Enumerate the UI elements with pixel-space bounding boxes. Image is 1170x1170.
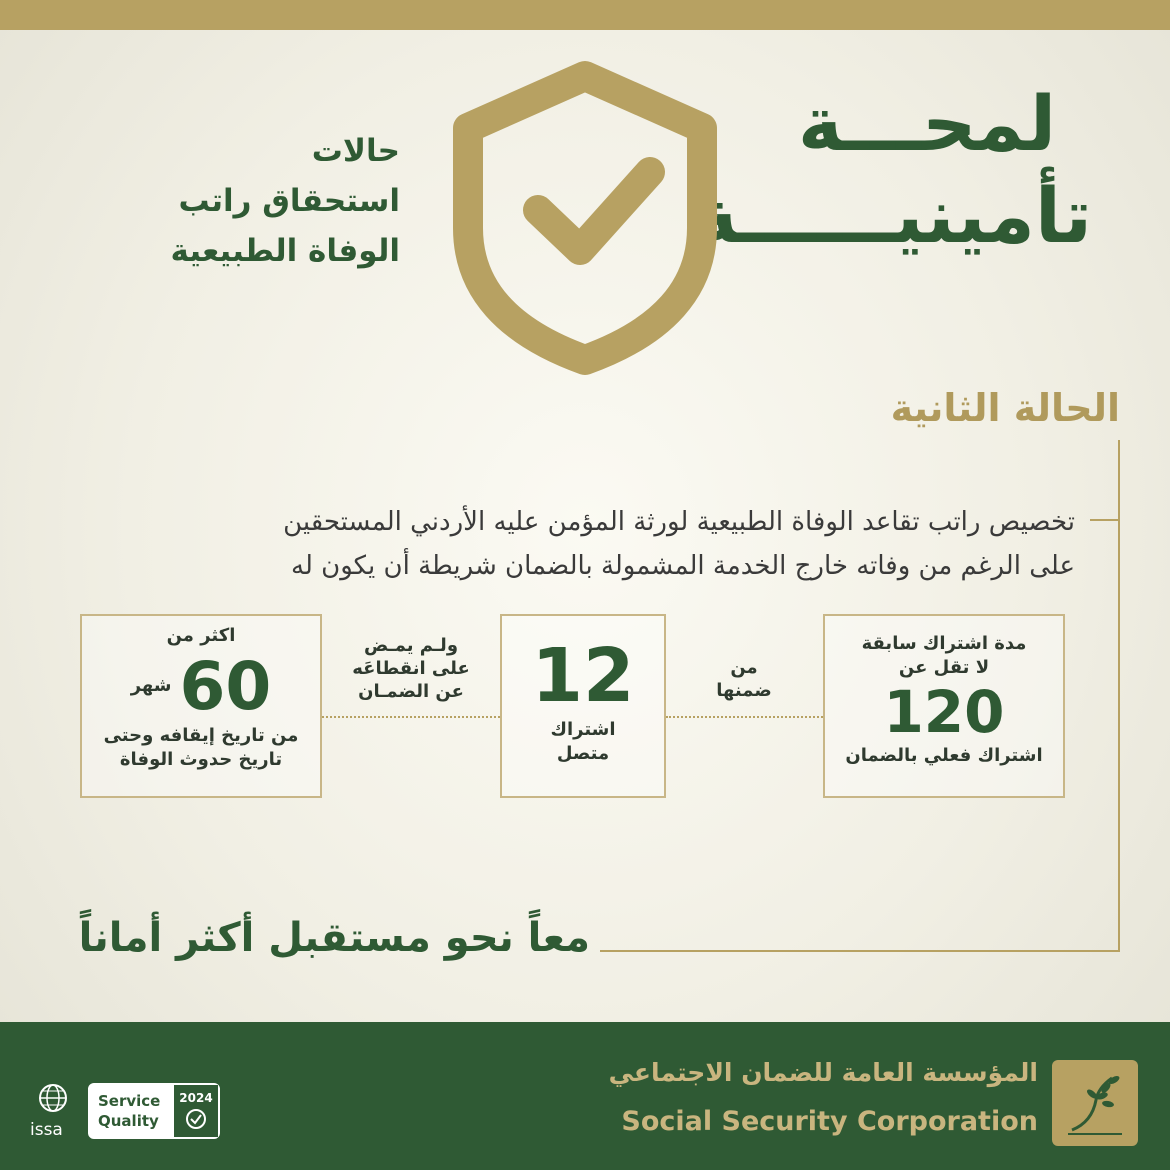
description-line2: على الرغم من وفاته خارج الخدمة المشمولة بالضمان شريطة أن يكون له <box>291 551 1075 581</box>
issa-label: issa <box>30 1120 63 1140</box>
top-gold-bar <box>0 0 1170 30</box>
subtitle-line3: الوفاة الطبيعية <box>170 233 400 269</box>
box3-number: 60 <box>179 647 272 725</box>
box3-top: اكثر من <box>166 625 236 646</box>
subtitle-line2: استحقاق راتب <box>178 183 400 219</box>
connector2-line3: عن الضمـان <box>358 681 464 702</box>
olive-tree-logo-icon <box>1052 1060 1138 1146</box>
bracket-line-top <box>1090 519 1120 521</box>
badge-line1: Service <box>98 1092 161 1110</box>
org-name-english: Social Security Corporation <box>621 1106 1038 1137</box>
connector2-label <box>340 634 482 703</box>
subtitle <box>70 126 400 276</box>
badge-text <box>90 1085 174 1137</box>
box3-bottom-line2: تاريخ حدوث الوفاة <box>119 749 283 770</box>
connector1-line1: من <box>730 657 758 678</box>
connector1-line2: ضمنها <box>716 680 772 701</box>
badge-year: 2024 <box>179 1091 213 1105</box>
headline <box>692 78 1092 262</box>
case-title: الحالة الثانية <box>890 386 1120 430</box>
connector2-line2: على انقطاعَه <box>352 658 470 679</box>
condition-box-continuous <box>500 614 666 798</box>
box2-bottom-line1: اشتراك <box>550 719 616 740</box>
box2-bottom-line2: متصل <box>556 743 610 764</box>
connector-line-2 <box>322 716 500 718</box>
description-line1: تخصيص راتب تقاعد الوفاة الطبيعية لورثة المؤمن عليه الأردني المستحقين <box>283 507 1075 537</box>
service-quality-badge <box>88 1083 220 1139</box>
org-name-arabic: المؤسسة العامة للضمان الاجتماعي <box>608 1058 1038 1087</box>
headline-line2: تأمينيــــــة <box>692 171 1092 260</box>
badge-line2: Quality <box>98 1112 159 1130</box>
headline-line1: لمحـــة <box>797 79 1057 168</box>
connector2-line1: ولـم يمـض <box>363 635 459 656</box>
slogan: معاً نحو مستقبل أكثر أماناً <box>78 915 590 961</box>
box3-unit: شهر <box>130 675 172 696</box>
checkmark-circle-icon <box>184 1107 208 1131</box>
badge-year-block <box>174 1085 218 1137</box>
condition-box-interruption <box>80 614 322 798</box>
subtitle-line1: حالات <box>311 133 400 169</box>
bracket-line-vertical <box>1118 440 1120 952</box>
connector-line-1 <box>666 716 823 718</box>
shield-check-icon <box>440 60 730 380</box>
box1-top-line2: لا تقل عن <box>898 657 990 678</box>
box3-bottom-line1: من تاريخ إيقافه وحتى <box>103 725 299 746</box>
box2-number: 12 <box>531 633 635 719</box>
condition-box-prior-contributions <box>823 614 1065 798</box>
globe-icon <box>30 1082 76 1118</box>
bracket-line-bottom <box>600 950 1120 952</box>
box1-top-line1: مدة اشتراك سابقة <box>861 633 1027 654</box>
case-description <box>15 500 1075 588</box>
connector1-label <box>694 656 794 702</box>
box1-number: 120 <box>883 678 1005 746</box>
box1-bottom: اشتراك فعلي بالضمان <box>845 745 1043 766</box>
